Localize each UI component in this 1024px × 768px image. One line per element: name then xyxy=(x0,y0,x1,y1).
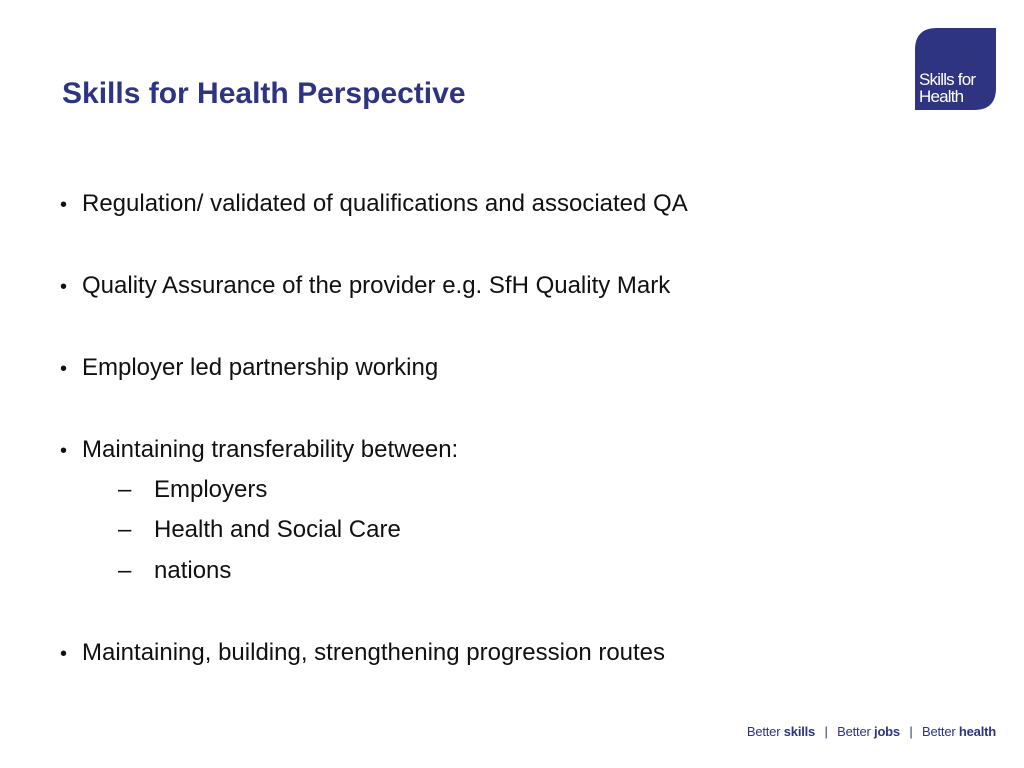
bullet-item xyxy=(60,266,670,307)
footer-better-1: Better xyxy=(746,724,781,739)
bullet-text: Employer led partnership working xyxy=(82,354,439,381)
footer-separator: | xyxy=(909,724,913,739)
footer-separator: | xyxy=(824,724,828,739)
bullet-dot-icon: • xyxy=(60,276,68,298)
bullet-dot-icon: • xyxy=(60,440,68,462)
sub-bullet-item xyxy=(118,510,401,550)
bullet-text: Quality Assurance of the provider e.g. SfH Quality Mark xyxy=(82,272,671,299)
bullet-item xyxy=(60,184,688,225)
sub-bullet-item xyxy=(118,551,231,591)
sub-bullet-text: Employers xyxy=(154,476,268,503)
footer-word-skills: skills xyxy=(783,724,816,739)
bullet-dot-icon: • xyxy=(60,643,68,665)
slide-title: Skills for Health Perspective xyxy=(62,77,466,110)
dash-icon: – xyxy=(118,557,132,584)
sub-bullet-text: Health and Social Care xyxy=(154,516,401,543)
bullet-item xyxy=(60,430,458,471)
bullet-dot-icon: • xyxy=(60,358,68,380)
bullet-text: Maintaining, building, strengthening progression routes xyxy=(82,639,666,666)
footer-tagline xyxy=(747,724,996,739)
bullet-item xyxy=(60,633,665,674)
bullet-item xyxy=(60,348,438,389)
dash-icon: – xyxy=(118,516,132,543)
footer-word-jobs: jobs xyxy=(874,724,900,739)
skills-for-health-logo xyxy=(915,28,996,110)
bullet-text: Maintaining transferability between: xyxy=(82,436,459,463)
logo-text-line2: Health xyxy=(919,87,964,106)
footer-better-2: Better xyxy=(837,724,871,739)
bullet-text: Regulation/ validated of qualifications and associated QA xyxy=(82,190,688,217)
footer-better-3: Better xyxy=(922,724,956,739)
sub-bullet-item xyxy=(118,470,267,510)
footer-word-health: health xyxy=(958,724,996,739)
sub-bullet-text: nations xyxy=(154,557,232,584)
logo-text-line1: Skills for xyxy=(919,70,976,89)
dash-icon: – xyxy=(118,476,132,503)
bullet-dot-icon: • xyxy=(60,194,68,216)
